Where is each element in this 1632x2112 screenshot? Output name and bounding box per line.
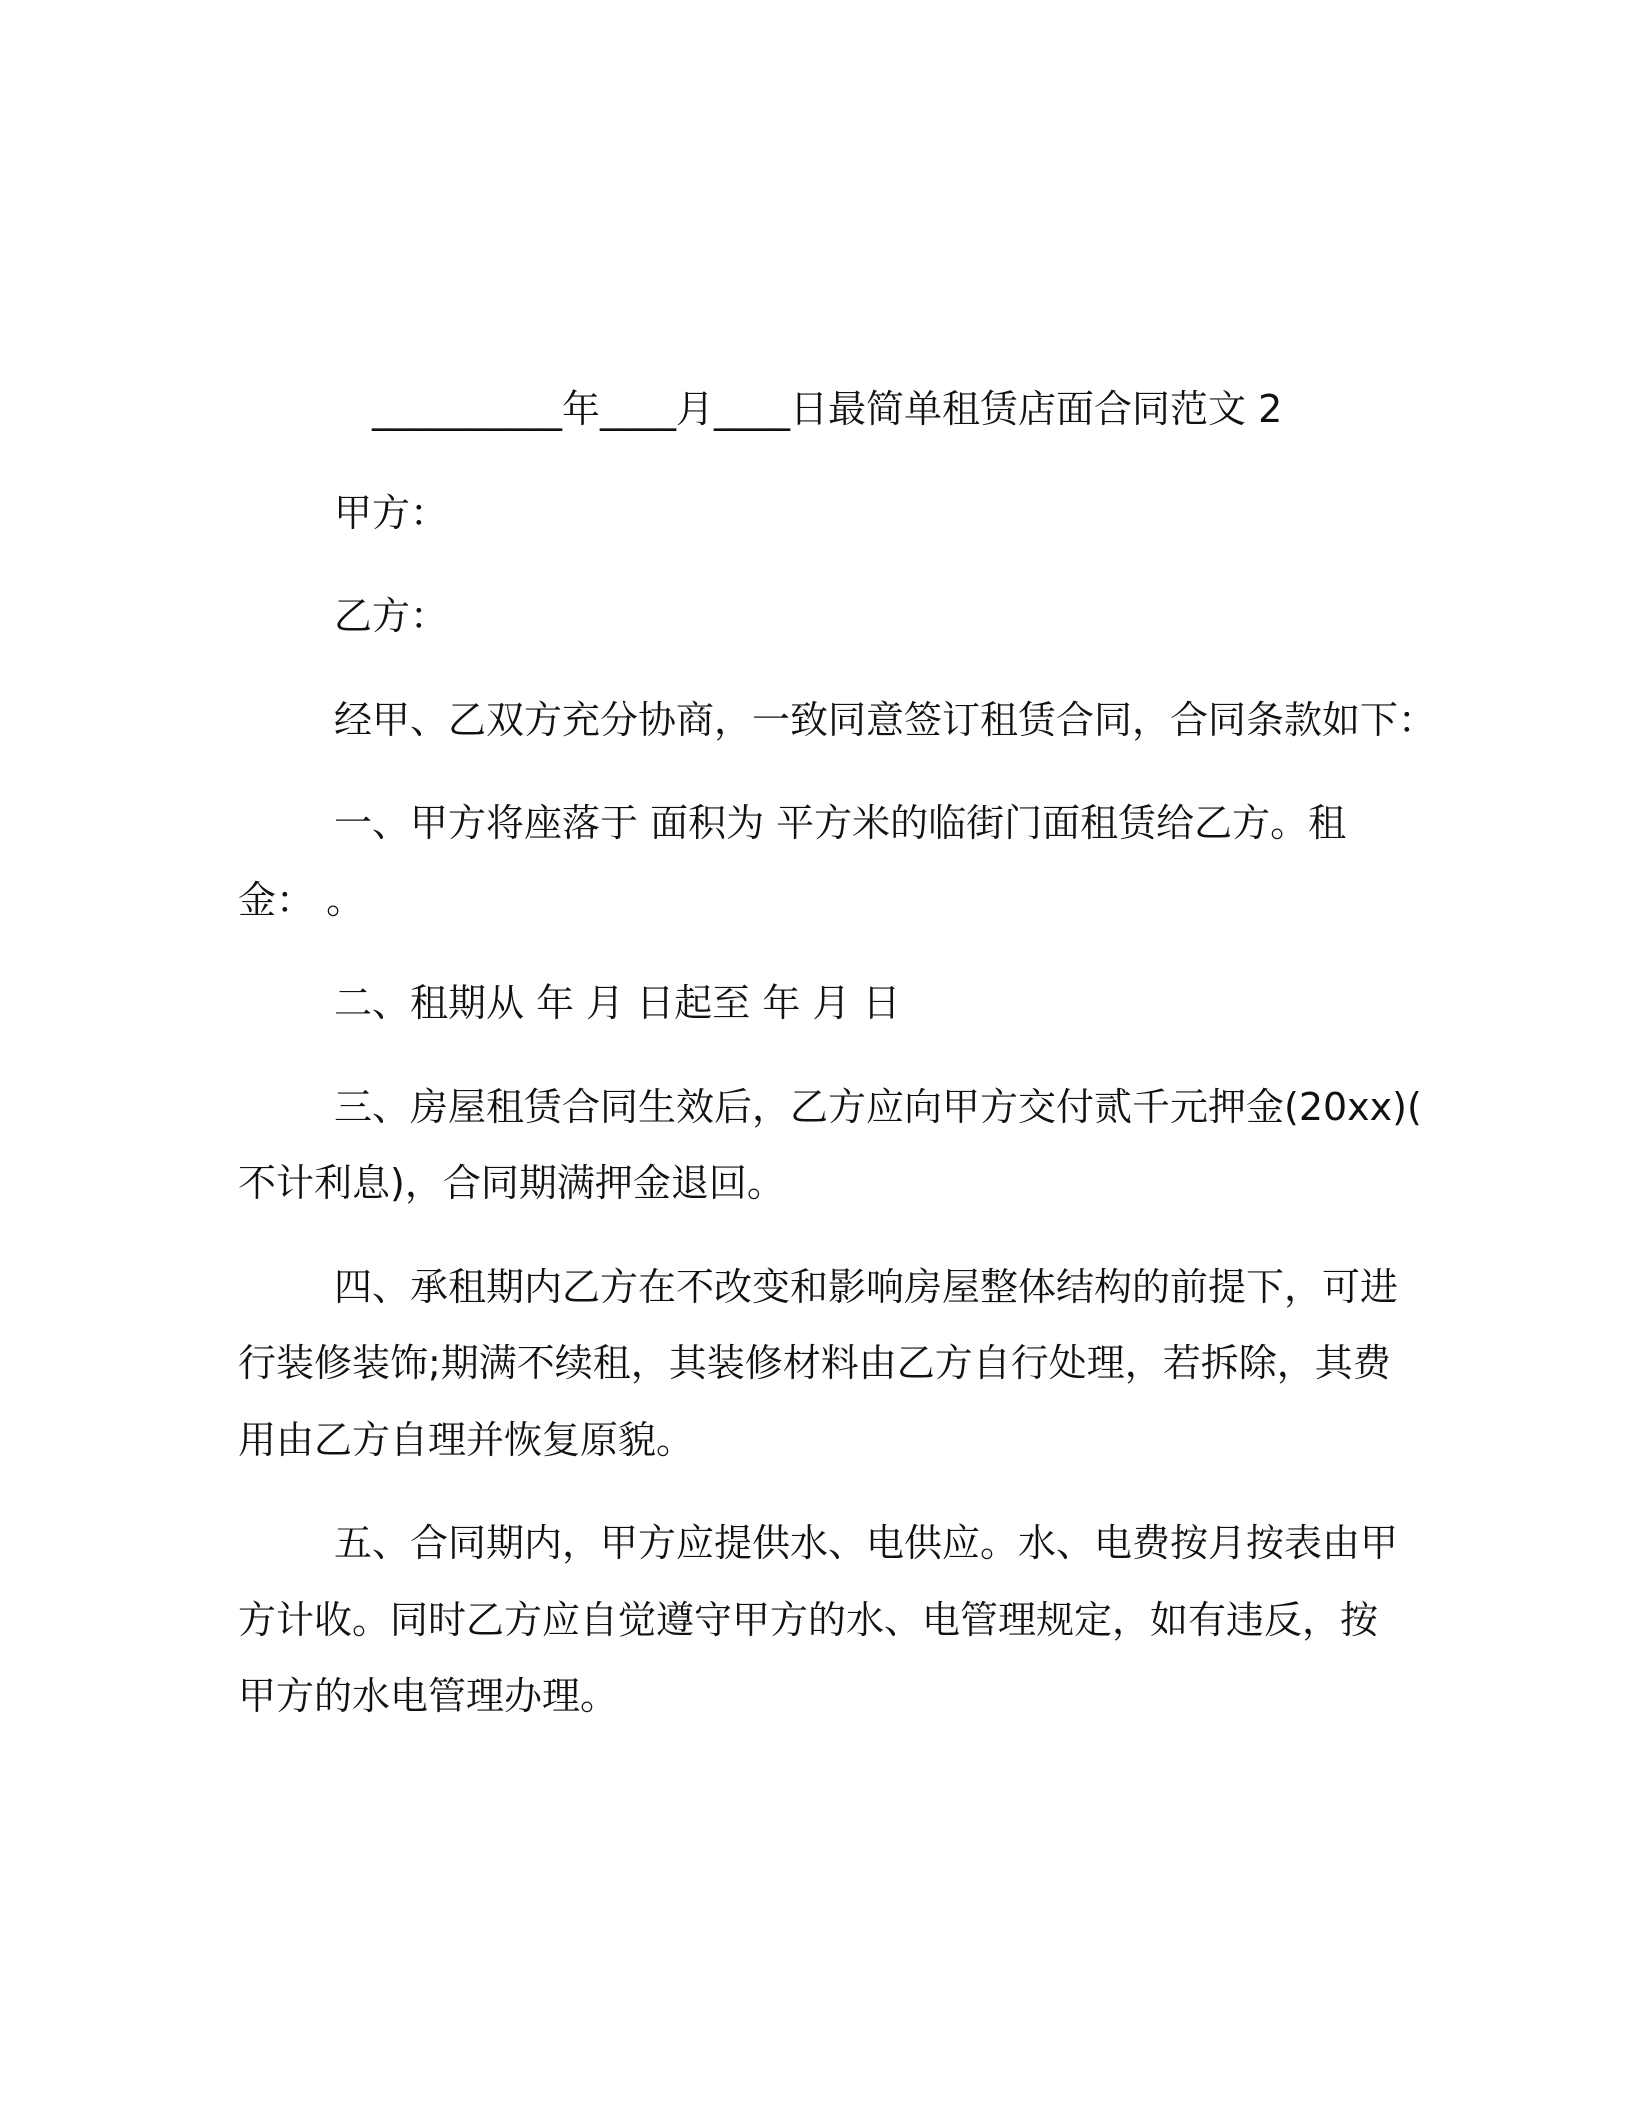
clause-1-line-1: 一、甲方将座落于 面积为 平方米的临街门面租赁给乙方。租 [334,801,1347,845]
clause-4-line-2: 行装修装饰;期满不续租，其装修材料由乙方自行处理，若拆除，其费 [238,1341,1391,1385]
clause-3-line-2: 不计利息)，合同期满押金退回。 [238,1161,785,1205]
clause-5-line-1: 五、合同期内，甲方应提供水、电供应。水、电费按月按表由甲 [334,1521,1399,1565]
party-b-label: 乙方： [334,594,449,638]
clause-4-line-1: 四、承租期内乙方在不改变和影响房屋整体结构的前提下，可进 [334,1265,1399,1309]
clause-3-line-1: 三、房屋租赁合同生效后，乙方应向甲方交付贰千元押金(20xx)( [334,1085,1422,1129]
clause-5-line-3: 甲方的水电管理办理。 [238,1674,619,1718]
party-a-label: 甲方： [334,491,449,535]
clause-1-line-2: 金： 。 [238,878,365,922]
clause-2-line-1: 二、租期从 年 月 日起至 年 月 日 [334,981,901,1025]
clause-5-line-2: 方计收。同时乙方应自觉遵守甲方的水、电管理规定，如有违反，按 [238,1598,1379,1642]
intro-paragraph: 经甲、乙双方充分协商，一致同意签订租赁合同，合同条款如下： [334,698,1437,742]
document-title: __________年____月____日最简单租赁店面合同范文 2 [372,387,1283,431]
clause-4-line-3: 用由乙方自理并恢复原貌。 [238,1418,695,1462]
